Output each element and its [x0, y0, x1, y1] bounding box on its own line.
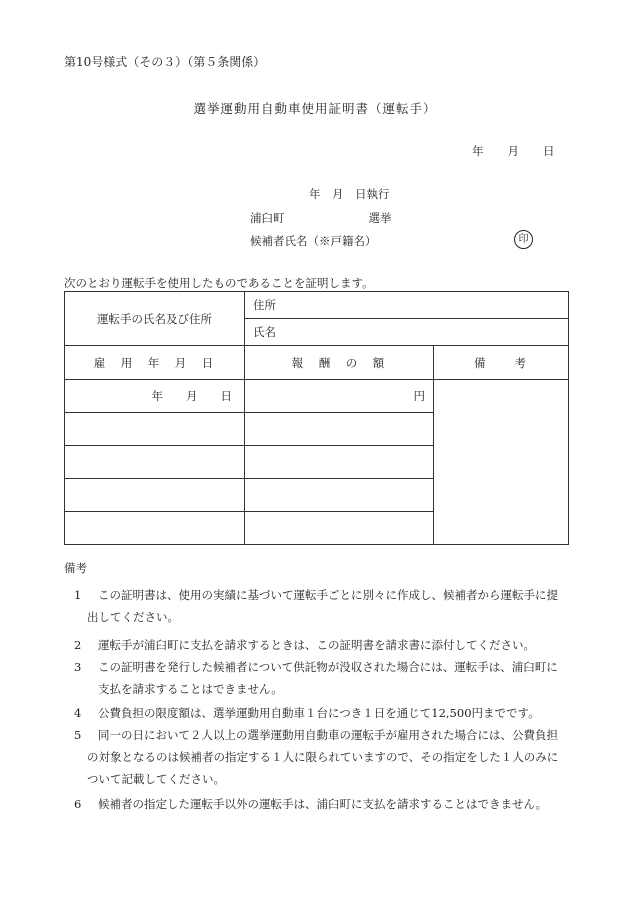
table-cell [65, 413, 245, 446]
date-day: 日 [543, 144, 555, 158]
note-item: 5 同一の日において２人以上の選挙運動用自動車の運転手が雇用された場合には、公費負担 の対象となるのは候補者の指定する１人に限られていますので、その指定をした１人のみに ついて記載してください。 [74, 724, 570, 790]
table-cell [65, 512, 245, 545]
note-number: 5 [74, 728, 82, 742]
election-executed-date: 年 月 日執行 [309, 187, 390, 201]
note-item: 6 候補者の指定した運転手以外の運転手は、浦臼町に支払を請求することはできません。 [74, 793, 570, 815]
certification-statement: 次のとおり運転手を使用したものであることを証明します。 [64, 276, 374, 290]
col-remarks: 備 考 [434, 346, 569, 380]
table-cell [65, 479, 245, 512]
remarks-cell [434, 380, 569, 545]
driver-label: 運転手の氏名及び住所 [65, 292, 245, 346]
form-number: 第10号様式（その３）（第５条関係） [64, 55, 266, 69]
row-employment-date: 年 月 日 [65, 380, 245, 413]
date-month: 月 [507, 144, 519, 158]
election-label: 選挙 [368, 211, 392, 225]
document-title: 選挙運動用自動車使用証明書（運転手） [193, 101, 437, 116]
note-number: 6 [74, 797, 82, 811]
seal-icon: 印 [514, 230, 533, 249]
note-number: 2 [74, 638, 82, 652]
name-field: 氏名 [245, 319, 569, 346]
address-field: 住所 [245, 292, 569, 319]
table-cell [245, 479, 434, 512]
col-employment-date: 雇 用 年 月 日 [65, 346, 245, 380]
note-number: 4 [74, 706, 82, 720]
certificate-table [64, 291, 569, 545]
note-number: 3 [74, 660, 82, 674]
town-name: 浦臼町 [250, 211, 285, 225]
table-cell [245, 512, 434, 545]
note-item: 2 運転手が浦臼町に支払を請求するときは、この証明書を請求書に添付してください。 [74, 634, 570, 656]
table-cell [245, 446, 434, 479]
issue-date [472, 143, 555, 159]
note-item: 3 この証明書を発行した候補者について供託物が没収された場合には、運転手は、浦臼町に 支払を請求することはできません。 [74, 656, 570, 700]
date-year: 年 [472, 144, 484, 158]
table-cell [245, 413, 434, 446]
row-fee: 円 [245, 380, 434, 413]
table-cell [65, 446, 245, 479]
notes-heading: 備考 [64, 561, 87, 575]
election-name [250, 210, 392, 226]
note-item: 4 公費負担の限度額は、選挙運動用自動車１台につき１日を通じて12,500円までです。 [74, 702, 570, 724]
col-fee: 報 酬 の 額 [245, 346, 434, 380]
note-item: 1 この証明書は、使用の実績に基づいて運転手ごとに別々に作成し、候補者から運転手に提 出してください。 [74, 584, 570, 628]
candidate-name-label: 候補者氏名（※戸籍名） [250, 234, 377, 248]
note-number: 1 [74, 588, 82, 602]
